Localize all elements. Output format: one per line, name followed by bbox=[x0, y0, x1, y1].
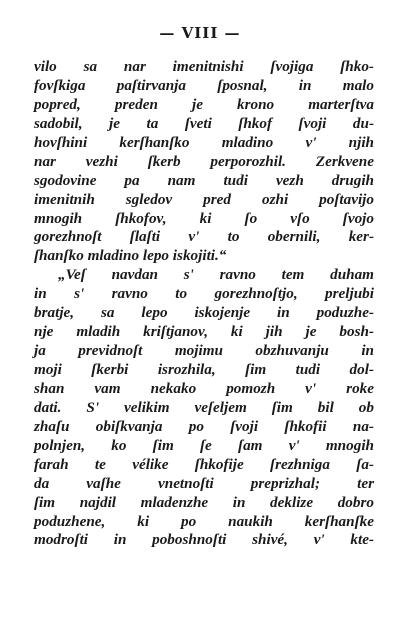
text-line: shan vam nekako pomozh v' roke bbox=[34, 379, 374, 397]
text-line: moji ſkerbi isrozhila, ſim tudi dol- bbox=[34, 361, 374, 378]
text-line: hovſhini kerſhanſko mladino v' njih bbox=[34, 133, 374, 151]
page-number: — VIII — bbox=[159, 24, 241, 42]
text-line: vilo sa nar imenitnishi ſvojiga ſhko- bbox=[34, 58, 374, 75]
text-line: modroſti in poboshnoſti shivé, v' kte- bbox=[34, 531, 374, 549]
text-line: sgodovine pa nam tudi vezh drugih bbox=[34, 171, 374, 189]
text-line: ja previdnoſt mojimu obzhuvanju in bbox=[34, 342, 374, 360]
text-line: in s' ravno to gorezhnoſtjo, preljubi bbox=[34, 285, 374, 303]
text-line: gorezhnoſt ſlaſti v' to obernili, ker- bbox=[34, 228, 374, 246]
text-line: da vaſhe vnetnoſti preprizhal; ter bbox=[34, 474, 374, 492]
text-line: imenitnih sgledov pred ozhi poſtavijo bbox=[34, 190, 374, 208]
text-line: mnogih ſhkofov, ki ſo vſo ſvojo bbox=[34, 209, 374, 227]
text-line: nje mladih kriſtjanov, ki jih je bosh- bbox=[34, 323, 374, 341]
paragraph-start-line: „Veſ navdan s' ravno tem duham bbox=[58, 266, 374, 284]
text-line: poduzhene, ki po naukih kerſhanſke bbox=[34, 512, 374, 530]
text-line: bratje, sa lepo iskojenje in poduzhe- bbox=[34, 304, 374, 322]
text-line: popred, preden je krono marterſtva bbox=[34, 95, 374, 113]
text-line: fovſkiga paſtirvanja ſposnal, in malo bbox=[34, 76, 374, 94]
text-line: sadobil, je ta ſveti ſhkof ſvoji du- bbox=[34, 114, 374, 132]
text-line: ſhanſko mladino lepo iskojiti.“ bbox=[34, 247, 227, 265]
text-line: ſim najdil mladenzhe in deklize dobro bbox=[34, 493, 374, 511]
text-line: zhaſu obiſkvanja po ſvoji ſhkofii na- bbox=[34, 417, 374, 435]
body-text bbox=[34, 58, 374, 550]
text-line: dati. S' velikim veſeljem ſim bil ob bbox=[34, 398, 374, 416]
text-line: nar vezhi ſkerb perporozhil. Zerkvene bbox=[34, 152, 374, 170]
text-line: polnjen, ko ſim ſe ſam v' mnogih bbox=[34, 436, 374, 454]
text-line: farah te vélike ſhkofije ſrezhniga ſa- bbox=[34, 455, 374, 473]
